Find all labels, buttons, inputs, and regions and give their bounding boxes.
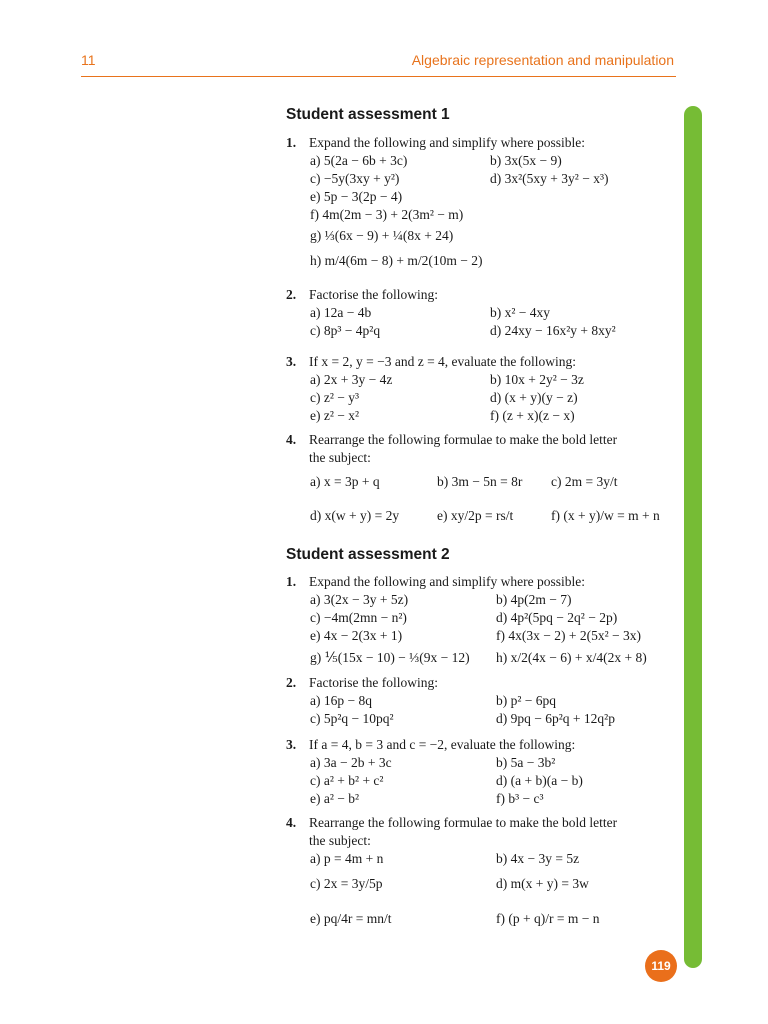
a2-q3-text: If a = 4, b = 3 and c = −2, evaluate the following: bbox=[309, 737, 576, 752]
a2-q1-number: 1. bbox=[286, 574, 297, 589]
a2-q1-d: d) 4p²(5pq − 2q² − 2p) bbox=[496, 610, 618, 625]
a1-q3-e: e) z² − x² bbox=[310, 408, 360, 423]
a2-q3-f: f) b³ − c³ bbox=[496, 791, 544, 806]
a2-q3-a: a) 3a − 2b + 3c bbox=[310, 755, 392, 770]
page-number-badge: 119 bbox=[645, 950, 677, 982]
a1-q3-f: f) (z + x)(z − x) bbox=[490, 408, 575, 423]
a2-q4-a: a) p = 4m + n bbox=[310, 851, 384, 866]
a1-q4-d: d) x(w + y) = 2y bbox=[310, 508, 400, 523]
a1-q4-c: c) 2m = 3y/t bbox=[551, 474, 618, 489]
a2-q4-f: f) (p + q)/r = m − n bbox=[496, 911, 600, 926]
a1-q4-e: e) xy/2p = rs/t bbox=[437, 508, 514, 523]
a2-q4-text-1: Rearrange the following formulae to make the bold letter bbox=[309, 815, 618, 830]
a1-q3-a: a) 2x + 3y − 4z bbox=[310, 372, 393, 387]
a2-q3-number: 3. bbox=[286, 737, 297, 752]
a2-q2-d: d) 9pq − 6p²q + 12q²p bbox=[496, 711, 615, 726]
a2-q2-c: c) 5p²q − 10pq² bbox=[310, 711, 394, 726]
a1-q1-h: h) m/4(6m − 8) + m/2(10m − 2) bbox=[310, 253, 483, 268]
a2-q1-a: a) 3(2x − 3y + 5z) bbox=[310, 592, 409, 607]
a1-q2-d: d) 24xy − 16x²y + 8xy² bbox=[490, 323, 616, 338]
a2-q4-e: e) pq/4r = mn/t bbox=[310, 911, 392, 926]
a1-q3-text: If x = 2, y = −3 and z = 4, evaluate the following: bbox=[309, 354, 577, 369]
a2-q4-text-2: the subject: bbox=[309, 833, 371, 848]
a2-q1-h: h) x/2(4x − 6) + x/4(2x + 8) bbox=[496, 650, 647, 665]
header-rule bbox=[81, 76, 676, 77]
a2-q2-a: a) 16p − 8q bbox=[310, 693, 372, 708]
a1-q4-text-1: Rearrange the following formulae to make the bold letter bbox=[309, 432, 618, 447]
a2-q4-b: b) 4x − 3y = 5z bbox=[496, 851, 580, 866]
a2-q3-c: c) a² + b² + c² bbox=[310, 773, 384, 788]
a1-q3-number: 3. bbox=[286, 354, 297, 369]
a2-q1-e: e) 4x − 2(3x + 1) bbox=[310, 628, 403, 643]
a2-q2-b: b) p² − 6pq bbox=[496, 693, 557, 708]
a1-q1-f: f) 4m(2m − 3) + 2(3m² − m) bbox=[310, 207, 464, 222]
a1-q4-a: a) x = 3p + q bbox=[310, 474, 380, 489]
a2-q1-b: b) 4p(2m − 7) bbox=[496, 592, 572, 607]
a2-q4-c: c) 2x = 3y/5p bbox=[310, 876, 383, 891]
assessment-1-title: Student assessment 1 bbox=[286, 106, 450, 123]
a1-q1-text: Expand the following and simplify where possible: bbox=[309, 135, 585, 150]
a1-q1-c: c) −5y(3xy + y²) bbox=[310, 171, 400, 186]
chapter-number: 11 bbox=[81, 52, 96, 68]
a1-q4-b: b) 3m − 5n = 8r bbox=[437, 474, 523, 489]
a1-q4-text-2: the subject: bbox=[309, 450, 371, 465]
a1-q2-a: a) 12a − 4b bbox=[310, 305, 372, 320]
a1-q3-b: b) 10x + 2y² − 3z bbox=[490, 372, 584, 387]
a2-q1-f: f) 4x(3x − 2) + 2(5x² − 3x) bbox=[496, 628, 641, 643]
a1-q1-a: a) 5(2a − 6b + 3c) bbox=[310, 153, 408, 168]
a2-q2-text: Factorise the following: bbox=[309, 675, 438, 690]
a1-q3-d: d) (x + y)(y − z) bbox=[490, 390, 578, 405]
a1-q2-number: 2. bbox=[286, 287, 297, 302]
chapter-title: Algebraic representation and manipulation bbox=[411, 52, 674, 68]
a1-q2-b: b) x² − 4xy bbox=[490, 305, 551, 320]
a2-q3-d: d) (a + b)(a − b) bbox=[496, 773, 583, 788]
a2-q3-b: b) 5a − 3b² bbox=[496, 755, 556, 770]
a2-q2-number: 2. bbox=[286, 675, 297, 690]
a2-q1-c: c) −4m(2mn − n²) bbox=[310, 610, 407, 625]
a1-q1-g: g) ⅓(6x − 9) + ¼(8x + 24) bbox=[310, 228, 454, 243]
assessment-2-title: Student assessment 2 bbox=[286, 546, 450, 563]
a1-q3-c: c) z² − y³ bbox=[310, 390, 360, 405]
a2-q4-d: d) m(x + y) = 3w bbox=[496, 876, 589, 891]
a1-q2-c: c) 8p³ − 4p²q bbox=[310, 323, 381, 338]
a1-q1-d: d) 3x²(5xy + 3y² − x³) bbox=[490, 171, 609, 186]
a2-q1-text: Expand the following and simplify where possible: bbox=[309, 574, 585, 589]
a2-q4-number: 4. bbox=[286, 815, 297, 830]
a2-q3-e: e) a² − b² bbox=[310, 791, 360, 806]
a1-q4-f: f) (x + y)/w = m + n bbox=[551, 508, 660, 523]
a2-q1-g: g) ⅕(15x − 10) − ⅓(9x − 12) bbox=[310, 650, 470, 665]
side-accent-bar bbox=[684, 106, 702, 968]
a1-q1-e: e) 5p − 3(2p − 4) bbox=[310, 189, 403, 204]
a1-q2-text: Factorise the following: bbox=[309, 287, 438, 302]
a1-q4-number: 4. bbox=[286, 432, 297, 447]
a1-q1-b: b) 3x(5x − 9) bbox=[490, 153, 562, 168]
a1-q1-number: 1. bbox=[286, 135, 297, 150]
